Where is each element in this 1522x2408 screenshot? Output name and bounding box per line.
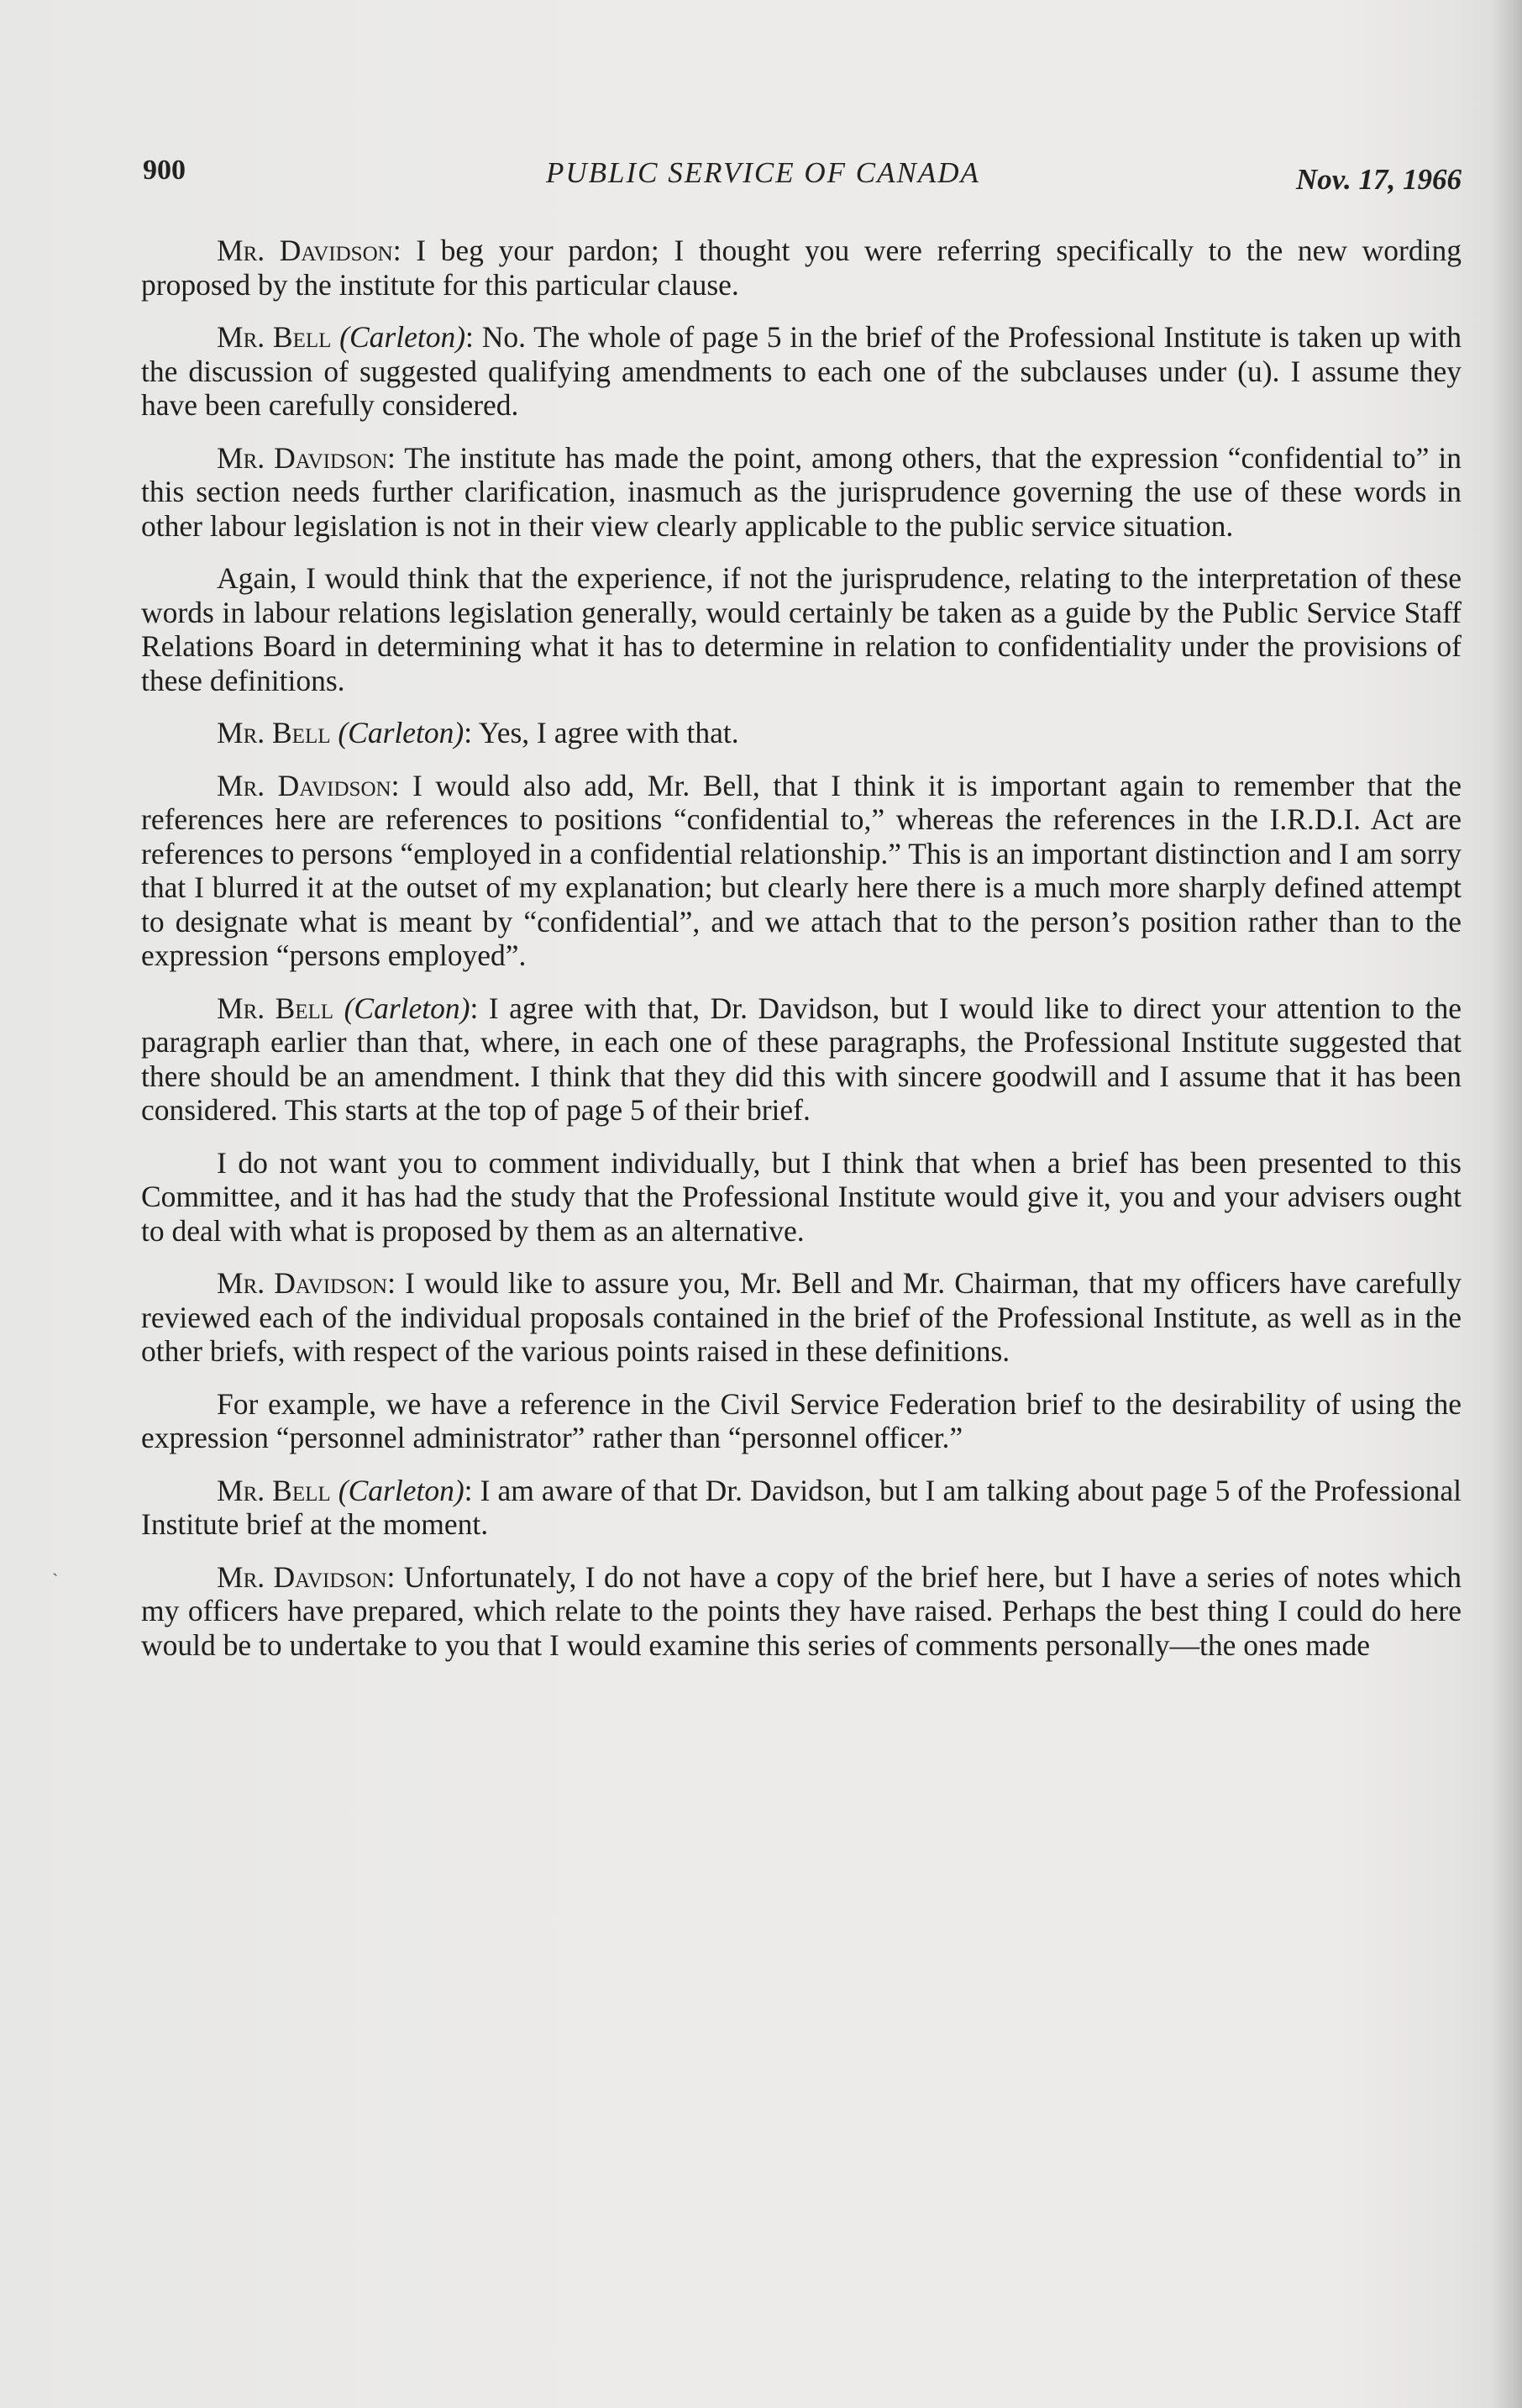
paragraph	[141, 1387, 1462, 1455]
speaker-riding: (Carleton)	[338, 1473, 464, 1507]
paragraph: Mr. Davidson: I would also add, Mr. Bell, that I think it is important again to remember that the references here are references to positions “confidential to,” whereas the references in the I.R.D.I. Act are references to persons “employed in a confidential relationship.” This is an important distinction and I am sorry that I blurred it at the outset of my explanation; but clearly here there is a much more sharply defined attempt to designate what is meant by “confidential”, and we attach that to the person’s position rather than to the expression “persons employed”.	[141, 768, 1462, 972]
paragraph: Mr. Bell (Carleton): I am aware of that Dr. Davidson, but I am talking about page 5 of the Professional Institute brief at the moment.	[141, 1473, 1462, 1541]
paragraph: Mr. Davidson: Unfortunately, I do not have a copy of the brief here, but I have a series of notes which my officers have prepared, which relate to the points they have raised. Perhaps the best thing I could do here would be to undertake to you that I would examine this series of comments personally—the ones made	[141, 1559, 1462, 1662]
paragraph-text: Unfortunately, I do not have a copy of the brief here, but I have a series of notes which my officers have prepared, which relate to the points they have raised. Perhaps the best thing I could do here would be to undertake to you that I would examine this series of comments personally—the ones made	[141, 1559, 1462, 1662]
paragraph-text: The institute has made the point, among others, that the expression “confidential to” in this section needs further clarification, inasmuch as the jurisprudence governing the use of these words in other labour legislation is not in their view clearly applicable to the public service situation.	[141, 440, 1462, 543]
speaker-name: Mr. Davidson	[217, 1559, 387, 1594]
paragraph: Mr. Bell (Carleton): Yes, I agree with that.	[217, 716, 739, 749]
speaker-name: Mr. Davidson	[217, 1266, 388, 1300]
paragraph-text: I do not want you to comment individually, but I think that when a brief has been presented to this Committee, and it has had the study that the Professional Institute would give it, you and your advisers ought to deal with what is proposed by them as an alternative.	[141, 1145, 1462, 1248]
paragraph-text: Yes, I agree with that.	[478, 716, 739, 749]
binding-shadow	[1490, 0, 1522, 2408]
speaker-riding: (Carleton)	[338, 716, 464, 749]
paragraph: Mr. Davidson: I beg your pardon; I thought you were referring specifically to the new wording proposed by the institute for this particular clause.	[141, 234, 1462, 302]
paragraph-text: I would like to assure you, Mr. Bell and Mr. Chairman, that my officers have carefully reviewed each of the individual proposals contained in the brief of the Professional Institute, as well as in the other briefs, with respect of the various points raised in these definitions.	[141, 1266, 1462, 1368]
paragraph-text: Again, I would think that the experience, if not the jurisprudence, relating to the interpretation of these words in labour relations legislation generally, would certainly be taken as a guide by the Public Service Staff Relations Board in determining what it has to determine in relation to confidentiality under the provisions of these definitions.	[141, 561, 1462, 697]
transcript-body	[141, 234, 1462, 1680]
speaker-name: Mr. Davidson	[217, 440, 388, 475]
paragraph-text: No. The whole of page 5 in the brief of the Professional Institute is taken up with the discussion of suggested qualifying amendments to each one of the subclauses under (u). I assume they have been carefully considered.	[141, 320, 1462, 422]
speaker-riding: (Carleton)	[344, 991, 470, 1025]
paragraph-text: I am aware of that Dr. Davidson, but I am talking about page 5 of the Professional Institute brief at the moment.	[141, 1473, 1462, 1541]
paragraph-text: I would also add, Mr. Bell, that I think it is important again to remember that the references here are references to positions “confidential to,” whereas the references in the I.R.D.I. Act are references to persons “employed in a confidential relationship.” This is an important distinction and I am sorry that I blurred it at the outset of my explanation; but clearly here there is a much more sharply defined attempt to designate what is meant by “confidential”, and we attach that to the person’s position rather than to the expression “persons employed”.	[141, 768, 1462, 972]
speaker-riding: (Carleton)	[339, 320, 466, 354]
paragraph-text: For example, we have a reference in the Civil Service Federation brief to the desirability of using the expression “personnel administrator” rather than “personnel officer.”	[141, 1386, 1462, 1454]
speaker-name: Mr. Bell	[217, 991, 334, 1025]
header-date: Nov. 17, 1966	[1295, 163, 1462, 196]
stray-mark: ˋ	[52, 1569, 59, 1590]
paragraph-text: I beg your pardon; I thought you were referring specifically to the new wording proposed by the institute for this particular clause.	[141, 234, 1462, 302]
paragraph	[141, 1146, 1462, 1249]
paragraph: Mr. Bell (Carleton): I agree with that, Dr. Davidson, but I would like to direct your attention to the paragraph earlier than that, where, in each one of these paragraphs, the Professional Institute suggested that there should be an amendment. I think that they did this with sincere goodwill and I assume that it has been considered. This starts at the top of page 5 of their brief.	[141, 991, 1462, 1127]
paragraph: Mr. Davidson: I would like to assure you, Mr. Bell and Mr. Chairman, that my officers have carefully reviewed each of the individual proposals contained in the brief of the Professional Institute, as well as in the other briefs, with respect of the various points raised in these definitions.	[141, 1266, 1462, 1368]
speaker-name: Mr. Bell	[217, 320, 332, 354]
running-header	[143, 151, 1462, 202]
paragraph: Mr. Bell (Carleton): No. The whole of page 5 in the brief of the Professional Institute is taken up with the discussion of suggested qualifying amendments to each one of the subclauses under (u). I assume they have been carefully considered.	[141, 320, 1462, 422]
speaker-name: Mr. Bell	[217, 1473, 331, 1507]
page-number: 900	[143, 155, 186, 186]
speaker-name: Mr. Davidson	[217, 234, 393, 267]
speaker-name: Mr. Davidson	[217, 768, 391, 802]
running-title: PUBLIC SERVICE OF CANADA	[546, 156, 980, 189]
speaker-name: Mr. Bell	[217, 716, 331, 749]
paragraph: Mr. Davidson: The institute has made the point, among others, that the expression “confidential to” in this section needs further clarification, inasmuch as the jurisprudence governing the use of these words in other labour legislation is not in their view clearly applicable to the public service situation.	[141, 440, 1462, 543]
paragraph	[141, 561, 1462, 697]
paragraph-text: I agree with that, Dr. Davidson, but I would like to direct your attention to the paragraph earlier than that, where, in each one of these paragraphs, the Professional Institute suggested that there should be an amendment. I think that they did this with sincere goodwill and I assume that it has been considered. This starts at the top of page 5 of their brief.	[141, 991, 1462, 1127]
